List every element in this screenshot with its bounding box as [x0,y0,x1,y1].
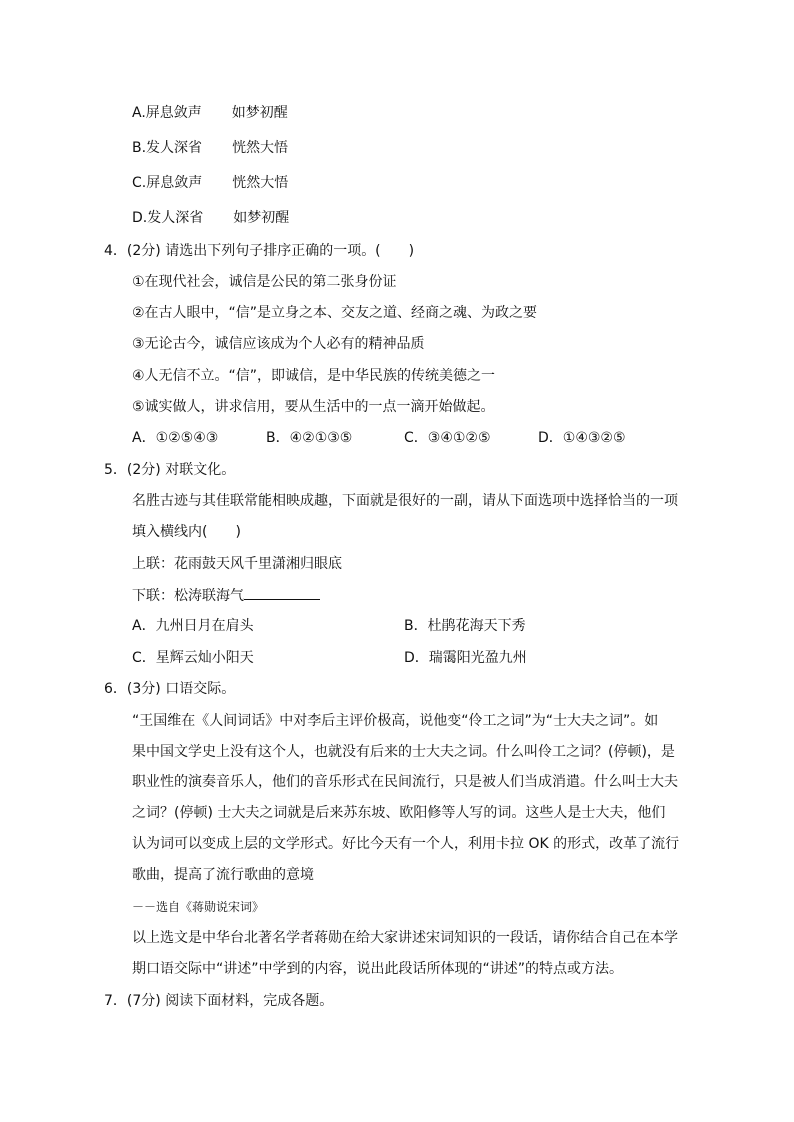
q5-option-c: C．星辉云灿小阳天 [132,650,254,666]
q6-question-line-1: 以上选文是中华台北著名学者蒋勋在给大家讲述宋词知识的一段话，请你结合自己在本学 [132,930,678,946]
q4-sentence-5: ⑤诚实做人，讲求信用，要从生活中的一点一滴开始做起。 [132,399,495,415]
q3-option-c-label: C.屏息敛声 [132,175,203,191]
q4-sentence-2: ②在古人眼中，“信”是立身之本、交友之道、经商之魂、为政之要 [132,305,538,321]
q6-passage-line-3: 职业性的演奏音乐人，他们的音乐形式在民间流行，只是被人们当成消遣。什么叫士大夫 [132,774,678,790]
q6-question-line-2: 期口语交际中“讲述”中学到的内容，说出此段话所体现的“讲述”的特点或方法。 [132,961,624,977]
q4-option-d: D．①④③②⑤ [538,430,626,446]
q3-option-b [132,138,288,158]
q3-option-c [132,173,288,193]
q5-lower-couplet [132,585,320,606]
q4-stem: 4．(2分) 请选出下列句子排序正确的一项。( ) [104,243,415,259]
q4-sentence-1: ①在现代社会，诚信是公民的第二张身份证 [132,274,397,290]
q3-option-c-word: 恍然大悟 [232,175,289,191]
q5-option-b: B．杜鹃花海天下秀 [404,618,526,634]
q6-passage-line-5: 认为词可以变成上层的文学形式。好比今天有一个人，利用卡拉 OK 的形式，改革了流行 [132,836,680,852]
q3-option-d-word: 如梦初醒 [233,210,290,226]
q5-upper-couplet: 上联：花雨鼓天风千里潇湘归眼底 [132,556,342,572]
q3-option-a-word: 如梦初醒 [231,105,288,121]
q4-option-a: A．①②⑤④③ [132,430,219,446]
q4-sentence-4: ④人无信不立。“信”，即诚信，是中华民族的传统美德之一 [132,368,496,384]
q3-option-d-label: D.发人深省 [132,210,204,226]
q6-passage-line-4: 之词？(停顿) 士大夫之词就是后来苏东坡、欧阳修等人写的词。这些人是士大夫，他们 [132,805,666,821]
q3-option-a [132,103,288,123]
q5-option-a: A．九州日月在肩头 [132,618,254,634]
q4-option-c: C．③④①②⑤ [404,430,491,446]
q5-lower-couplet-text: 下联：松涛联海气 [132,588,244,604]
q4-option-b: B．④②①③⑤ [266,430,353,446]
q3-option-b-label: B.发人深省 [132,140,203,156]
q6-passage-line-6: 歌曲，提高了流行歌曲的意境 [132,867,314,883]
q3-option-d [132,208,289,228]
q7-stem: 7．(7分) 阅读下面材料，完成各题。 [104,993,334,1009]
q3-option-b-word: 恍然大悟 [232,140,289,156]
q6-source: －－选自《蒋勋说宋词》 [132,900,265,914]
q6-passage-line-2: 果中国文学史上没有这个人，也就没有后来的士大夫之词。什么叫伶工之词？(停顿)，是 [132,744,675,760]
q5-intro-line-2: 填入横线内( ) [132,524,241,540]
q6-stem: 6．(3分) 口语交际。 [104,681,236,697]
q5-stem: 5．(2分) 对联文化。 [104,462,236,478]
q6-passage-line-1: “王国维在《人间词话》中对李后主评价极高，说他变“伶工之词”为“士大夫之词”。如 [132,713,659,729]
answer-blank [244,585,320,600]
q5-intro-line-1: 名胜古迹与其佳联常能相映成趣，下面就是很好的一副，请从下面选项中选择恰当的一项 [132,493,678,509]
q3-option-a-label: A.屏息敛声 [132,105,202,121]
q5-option-d: D．瑞霭阳光盈九州 [404,650,527,666]
q4-sentence-3: ③无论古今，诚信应该成为个人必有的精神品质 [132,336,425,352]
